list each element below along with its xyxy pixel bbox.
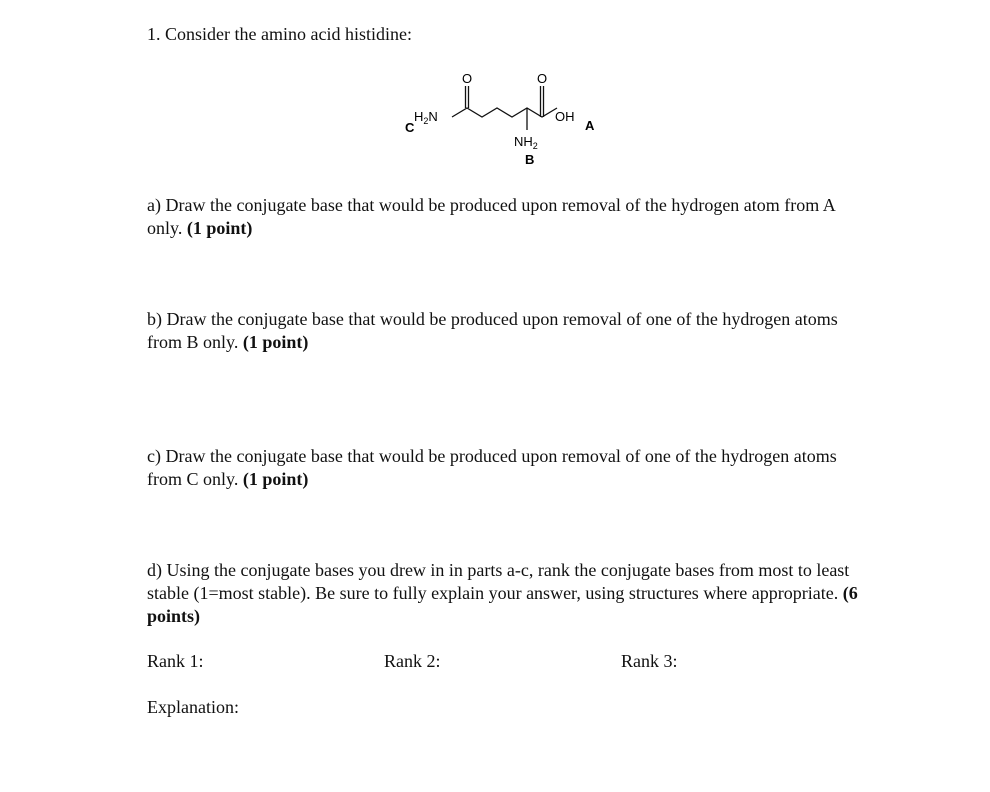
- part-c: [147, 445, 867, 491]
- nh2-subscript: 2: [532, 141, 538, 151]
- amine-label: [414, 109, 438, 126]
- carbon-chain: [452, 108, 557, 117]
- oxygen-right-label: O: [536, 71, 548, 86]
- part-b: [147, 308, 867, 354]
- nh2-n: NH: [514, 134, 533, 149]
- rank-3-label: Rank 3:: [621, 651, 678, 671]
- amine-subscript: 2: [423, 116, 429, 126]
- oxygen-left-label: O: [461, 71, 473, 86]
- explanation-label: Explanation:: [147, 697, 239, 717]
- part-a: [147, 194, 867, 240]
- part-c-points: (1 point): [242, 469, 309, 489]
- histidine-structure: [395, 70, 615, 170]
- hydroxyl-label: OH: [555, 109, 575, 124]
- part-d-points: (6 points): [147, 583, 858, 626]
- part-b-points: (1 point): [242, 332, 309, 352]
- part-d-text: d) Using the conjugate bases you drew in in parts a-c, rank the conjugate bases from most to least stable (1=most stable). Be sure to fully explain your answer, using structures where appropriate.: [147, 560, 850, 603]
- part-c-text: c) Draw the conjugate base that would be produced upon removal of one of the hydrogen atoms from C only.: [147, 446, 837, 489]
- amine-n: N: [428, 109, 438, 124]
- rank-2-label: Rank 2:: [384, 651, 441, 671]
- part-b-text: b) Draw the conjugate base that would be produced upon removal of one of the hydrogen atoms from B only.: [147, 309, 838, 352]
- part-a-points: (1 point): [186, 218, 253, 238]
- nh2-label: [514, 134, 538, 151]
- site-a-label: A: [585, 118, 595, 133]
- part-d: [147, 559, 867, 628]
- site-b-label: B: [525, 152, 535, 167]
- question-title: 1. Consider the amino acid histidine:: [147, 24, 412, 44]
- amine-h: H: [414, 109, 424, 124]
- part-a-text: a) Draw the conjugate base that would be produced upon removal of the hydrogen atom from A only.: [147, 195, 835, 238]
- site-c-label: C: [405, 120, 415, 135]
- rank-1-label: Rank 1:: [147, 651, 204, 671]
